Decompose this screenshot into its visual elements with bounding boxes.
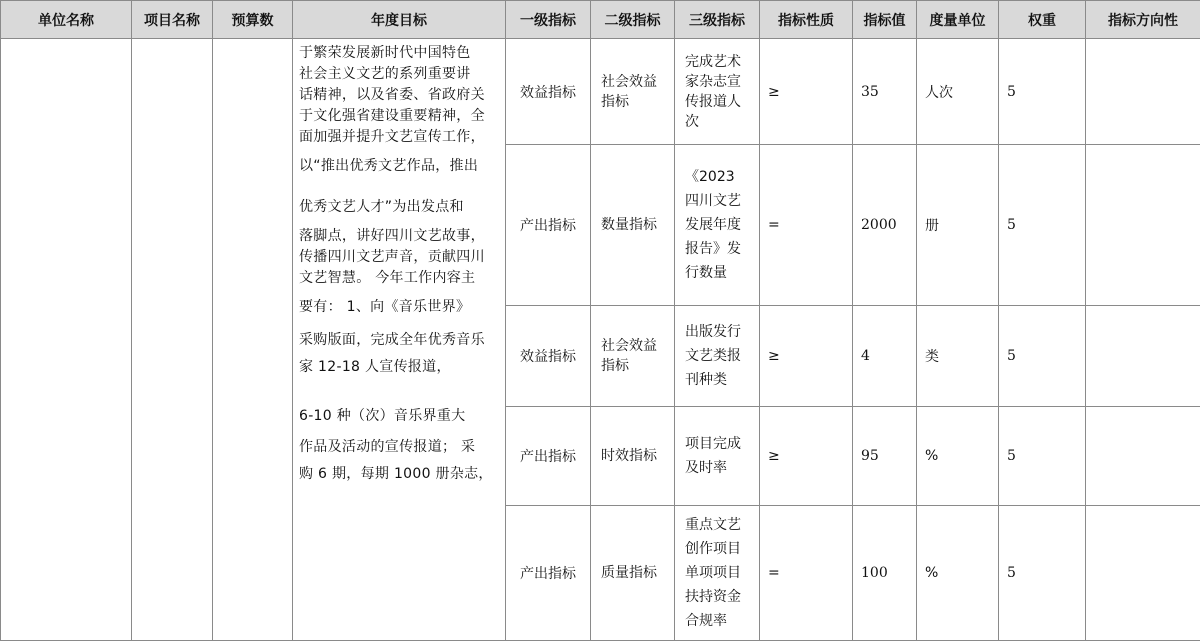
goal-line: 购 6 期，每期 1000 册杂志，: [299, 466, 493, 482]
level3-cell: 项目完成及时率: [675, 407, 760, 506]
value-cell: 35: [853, 39, 917, 145]
goal-line: 社会主义文艺的系列重要讲: [299, 66, 471, 82]
unit-cell: %: [917, 506, 999, 641]
header-budget: 预算数: [213, 1, 293, 39]
level2-cell: 数量指标: [591, 145, 675, 306]
header-unit-name: 单位名称: [1, 1, 132, 39]
goal-line: 话精神，以及省委、省政府关: [299, 87, 485, 103]
direction-cell: [1086, 306, 1200, 407]
unit-cell: %: [917, 407, 999, 506]
level3-cell: 《2023 四川文艺发展年度报告》发行数量: [675, 145, 760, 306]
goal-line: 于文化强省建设重要精神，全: [299, 108, 485, 124]
goal-line: 优秀文艺人才”为出发点和: [299, 199, 464, 215]
level3-cell: 完成艺术家杂志宣传报道人次: [675, 39, 760, 145]
level1-cell: 效益指标: [506, 306, 591, 407]
goal-line: 采购版面，完成全年优秀音乐: [299, 332, 485, 348]
nature-cell: ≥: [760, 407, 853, 506]
unit-cell: 类: [917, 306, 999, 407]
level1-cell: 产出指标: [506, 407, 591, 506]
goal-line: 面加强并提升文艺宣传工作，: [299, 129, 485, 145]
weight-cell: 5: [999, 145, 1086, 306]
header-annual-goal: 年度目标: [293, 1, 506, 39]
header-level1: 一级指标: [506, 1, 591, 39]
goal-line: 家 12-18 人宣传报道，: [299, 359, 451, 375]
direction-cell: [1086, 145, 1200, 306]
weight-cell: 5: [999, 39, 1086, 145]
value-cell: 100: [853, 506, 917, 641]
budget-cell: [213, 39, 293, 641]
value-cell: 2000: [853, 145, 917, 306]
goal-line: 要有： 1、向《音乐世界》: [299, 299, 471, 315]
level2-cell: 质量指标: [591, 506, 675, 641]
goal-line: 传播四川文艺声音，贡献四川: [299, 249, 485, 265]
project-name-cell: [132, 39, 213, 641]
level2-cell: 社会效益指标: [591, 39, 675, 145]
header-level2: 二级指标: [591, 1, 675, 39]
direction-cell: [1086, 407, 1200, 506]
goal-line: 落脚点，讲好四川文艺故事，: [299, 228, 485, 244]
unit-name-cell: [1, 39, 132, 641]
direction-cell: [1086, 506, 1200, 641]
header-level3: 三级指标: [675, 1, 760, 39]
goal-line: 以“推出优秀文艺作品，推出: [299, 158, 479, 174]
header-unit: 度量单位: [917, 1, 999, 39]
annual-goal-text: [293, 39, 506, 485]
level2-cell: 时效指标: [591, 407, 675, 506]
weight-cell: 5: [999, 506, 1086, 641]
level1-cell: 产出指标: [506, 145, 591, 306]
value-cell: 95: [853, 407, 917, 506]
unit-cell: 册: [917, 145, 999, 306]
header-row: [1, 1, 1200, 39]
goal-line: 于繁荣发展新时代中国特色: [299, 45, 471, 61]
level2-cell: 社会效益指标: [591, 306, 675, 407]
goal-line: 作品及活动的宣传报道； 采: [299, 439, 476, 455]
goal-line: 文艺智慧。 今年工作内容主: [299, 270, 476, 286]
weight-cell: 5: [999, 306, 1086, 407]
annual-goal-cell: [293, 39, 506, 641]
header-value: 指标值: [853, 1, 917, 39]
level1-cell: 产出指标: [506, 506, 591, 641]
nature-cell: ≥: [760, 306, 853, 407]
header-nature: 指标性质: [760, 1, 853, 39]
header-direction: 指标方向性: [1086, 1, 1200, 39]
value-cell: 4: [853, 306, 917, 407]
nature-cell: =: [760, 145, 853, 306]
level3-cell: 出版发行文艺类报刊种类: [675, 306, 760, 407]
level1-cell: 效益指标: [506, 39, 591, 145]
nature-cell: =: [760, 506, 853, 641]
level3-cell: 重点文艺创作项目单项项目扶持资金合规率: [675, 506, 760, 641]
table-row: [1, 39, 1200, 145]
goal-line: 6-10 种（次）音乐界重大: [299, 408, 466, 424]
direction-cell: [1086, 39, 1200, 145]
weight-cell: 5: [999, 407, 1086, 506]
header-project-name: 项目名称: [132, 1, 213, 39]
nature-cell: ≥: [760, 39, 853, 145]
unit-cell: 人次: [917, 39, 999, 145]
header-weight: 权重: [999, 1, 1086, 39]
